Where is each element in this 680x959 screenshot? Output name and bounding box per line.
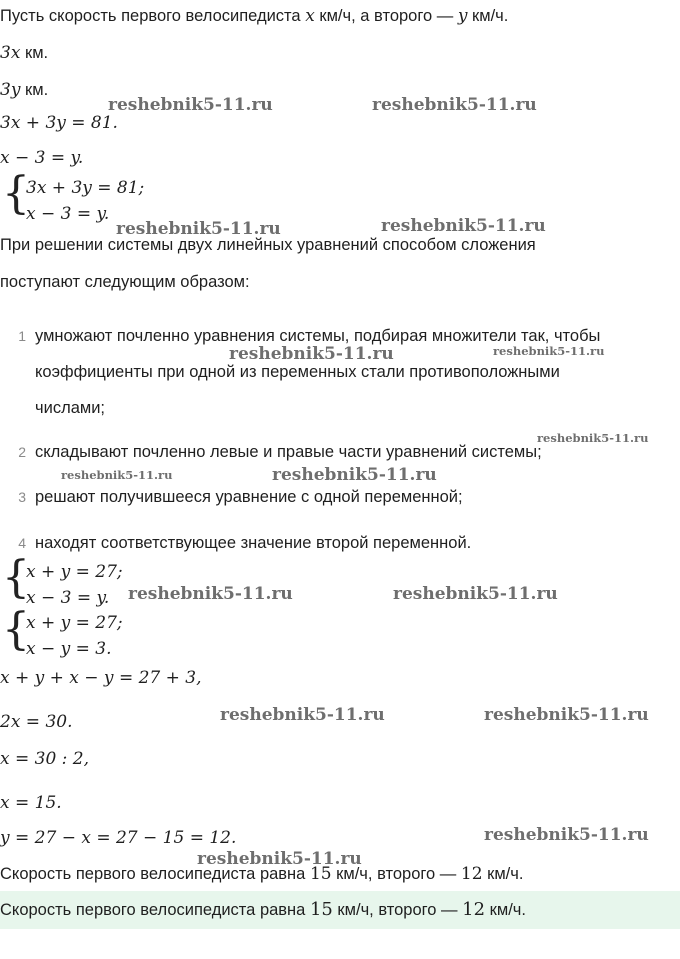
watermark: reshebnik5-11.ru [61,468,173,482]
conclusion-text: Скорость первого велосипедиста равна 15 км/ч, второго — 12 км/ч. [0,864,524,884]
equation-diff: x − 3 = y. [0,148,84,168]
method-text-line: поступают следующим образом: [0,273,250,291]
watermark: reshebnik5-11.ru [493,344,605,358]
distance-second: 3y км. [0,80,49,100]
system-brace: { [2,604,30,655]
system-brace: { [2,552,30,603]
system-row: x − y = 3. [26,639,112,659]
watermark: reshebnik5-11.ru [272,465,437,485]
var-y: y [457,6,468,26]
watermark: reshebnik5-11.ru [116,219,281,239]
method-text-line: При решении системы двух линейных уравнений способом сложения [0,236,536,254]
watermark: reshebnik5-11.ru [381,216,546,236]
equation-sum: 3x + 3y = 81. [0,113,118,133]
system-row: x − 3 = y. [26,204,110,224]
answer-box: Скорость первого велосипедиста равна 15 км/ч, второго — 12 км/ч. [0,891,680,929]
system-row: 3x + 3y = 81; [26,178,145,198]
watermark: reshebnik5-11.ru [484,705,649,725]
watermark: reshebnik5-11.ru [220,705,385,725]
watermark: reshebnik5-11.ru [372,95,537,115]
watermark: reshebnik5-11.ru [537,431,649,445]
system-brace: { [2,168,30,219]
system-row: x + y = 27; [26,562,123,582]
calc-line: x = 15. [0,793,62,813]
watermark: reshebnik5-11.ru [197,849,362,869]
watermark: reshebnik5-11.ru [484,825,649,845]
step-number: 1 [18,328,26,344]
intro-text: Пусть скорость первого велосипедиста x км/ч, а второго — y км/ч. [0,6,509,26]
calc-line: 2x = 30. [0,712,73,732]
var-x: x [305,6,315,26]
step-number: 4 [18,535,26,551]
calc-line: x + y + x − y = 27 + 3, [0,668,202,688]
calc-line: y = 27 − x = 27 − 15 = 12. [0,828,237,848]
system-row: x + y = 27; [26,613,123,633]
watermark: reshebnik5-11.ru [393,584,558,604]
distance-first: 3x км. [0,43,49,63]
watermark: reshebnik5-11.ru [229,344,394,364]
step-number: 3 [18,489,26,505]
step-number: 2 [18,444,26,460]
watermark: reshebnik5-11.ru [128,584,293,604]
system-row: x − 3 = y. [26,588,110,608]
watermark: reshebnik5-11.ru [108,95,273,115]
calc-line: x = 30 : 2, [0,749,90,769]
